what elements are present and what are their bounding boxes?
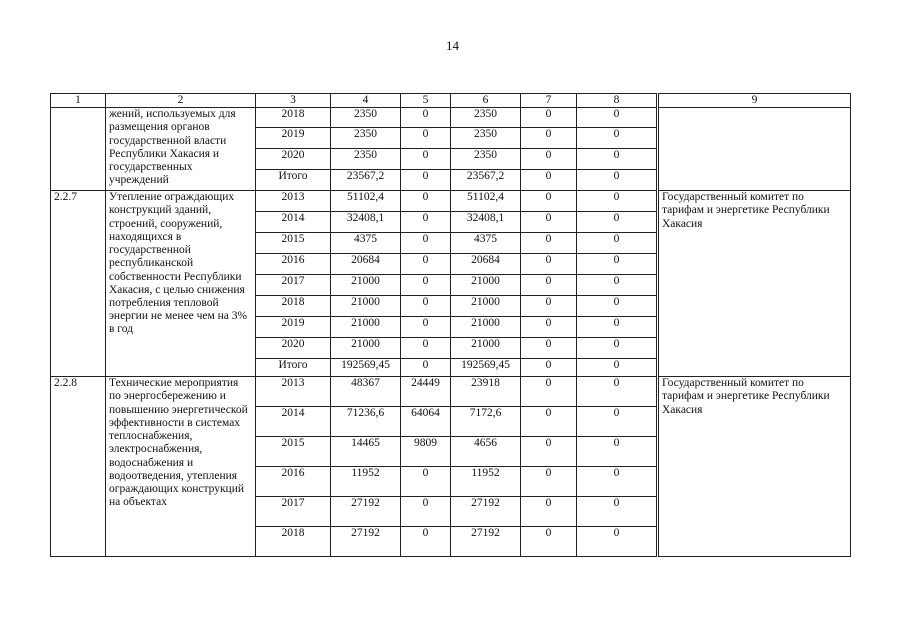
responsible-executor: Государственный комитет по тарифам и энергетике Республики Хакасия	[659, 191, 851, 377]
value-cell: 0	[401, 170, 451, 191]
table-row	[51, 377, 851, 407]
value-cell: 0	[521, 233, 577, 254]
year-cell: 2013	[256, 191, 331, 212]
value-cell: 192569,45	[331, 359, 401, 377]
value-cell: 51102,4	[331, 191, 401, 212]
value-cell: 0	[521, 467, 577, 497]
responsible-executor	[659, 108, 851, 191]
column-header-7: 7	[521, 94, 577, 108]
value-cell: 0	[521, 497, 577, 527]
value-cell: 0	[521, 212, 577, 233]
value-cell: 0	[521, 359, 577, 377]
value-cell: 0	[577, 296, 657, 317]
value-cell: 0	[521, 317, 577, 338]
value-cell: 23567,2	[331, 170, 401, 191]
year-cell: 2017	[256, 497, 331, 527]
value-cell: 192569,45	[451, 359, 521, 377]
value-cell: 0	[577, 254, 657, 275]
year-cell: 2014	[256, 407, 331, 437]
value-cell: 0	[521, 338, 577, 359]
year-cell: 2019	[256, 128, 331, 149]
item-description: Технические мероприятия по энергосбережению и повышению энергетической эффективности в системах теплоснабжения, электроснабжения, водоснабжения и водоотведения, утепления ограждающих конструкций на объектах	[106, 377, 256, 557]
table-row	[51, 108, 851, 128]
value-cell: 48367	[331, 377, 401, 407]
value-cell: 0	[577, 338, 657, 359]
year-cell: 2015	[256, 233, 331, 254]
column-header-1: 1	[51, 94, 106, 108]
value-cell: 4375	[451, 233, 521, 254]
value-cell: 20684	[451, 254, 521, 275]
column-header-6: 6	[451, 94, 521, 108]
value-cell: 11952	[451, 467, 521, 497]
column-header-8: 8	[577, 94, 657, 108]
year-cell: 2019	[256, 317, 331, 338]
column-header-3: 3	[256, 94, 331, 108]
item-description: Утепление ограждающих конструкций зданий, строений, сооружений, находящихся в государственной республиканской собственности Республики Хакасия, с целью снижения потребления тепловой энергии не менее чем на 3% в год	[106, 191, 256, 377]
value-cell: 0	[577, 191, 657, 212]
value-cell: 2350	[451, 128, 521, 149]
value-cell: 2350	[331, 128, 401, 149]
value-cell: 0	[521, 275, 577, 296]
value-cell: 0	[401, 497, 451, 527]
value-cell: 7172,6	[451, 407, 521, 437]
value-cell: 2350	[331, 108, 401, 128]
column-header-4: 4	[331, 94, 401, 108]
year-cell: 2018	[256, 108, 331, 128]
value-cell: 0	[401, 254, 451, 275]
value-cell: 14465	[331, 437, 401, 467]
value-cell: 2350	[451, 108, 521, 128]
value-cell: 0	[521, 377, 577, 407]
value-cell: 24449	[401, 377, 451, 407]
value-cell: 21000	[451, 275, 521, 296]
value-cell: 0	[521, 108, 577, 128]
column-header-5: 5	[401, 94, 451, 108]
value-cell: 0	[401, 233, 451, 254]
value-cell: 23567,2	[451, 170, 521, 191]
value-cell: 0	[577, 437, 657, 467]
responsible-executor: Государственный комитет по тарифам и энергетике Республики Хакасия	[659, 377, 851, 557]
year-cell: 2020	[256, 338, 331, 359]
value-cell: 4375	[331, 233, 401, 254]
value-cell: 0	[577, 359, 657, 377]
value-cell: 21000	[451, 317, 521, 338]
value-cell: 0	[577, 149, 657, 170]
column-header-2: 2	[106, 94, 256, 108]
value-cell: 21000	[331, 338, 401, 359]
value-cell: 0	[401, 317, 451, 338]
year-cell: 2018	[256, 527, 331, 557]
value-cell: 27192	[451, 497, 521, 527]
value-cell: 21000	[331, 317, 401, 338]
item-number: 2.2.7	[51, 191, 106, 377]
value-cell: 0	[577, 128, 657, 149]
value-cell: 32408,1	[331, 212, 401, 233]
column-header-row	[51, 94, 851, 108]
value-cell: 0	[521, 437, 577, 467]
value-cell: 21000	[451, 338, 521, 359]
value-cell: 0	[401, 359, 451, 377]
item-number	[51, 108, 106, 191]
value-cell: 64064	[401, 407, 451, 437]
year-cell: 2015	[256, 437, 331, 467]
year-cell: 2018	[256, 296, 331, 317]
value-cell: 0	[577, 275, 657, 296]
value-cell: 20684	[331, 254, 401, 275]
column-header-9: 9	[659, 94, 851, 108]
value-cell: 0	[577, 527, 657, 557]
item-number: 2.2.8	[51, 377, 106, 557]
value-cell: 4656	[451, 437, 521, 467]
year-cell: 2013	[256, 377, 331, 407]
value-cell: 0	[521, 527, 577, 557]
program-table	[50, 93, 851, 557]
year-cell: 2020	[256, 149, 331, 170]
value-cell: 21000	[451, 296, 521, 317]
value-cell: 0	[577, 377, 657, 407]
value-cell: 0	[521, 254, 577, 275]
value-cell: 2350	[331, 149, 401, 170]
value-cell: 0	[521, 191, 577, 212]
value-cell: 0	[521, 296, 577, 317]
value-cell: 0	[401, 191, 451, 212]
value-cell: 0	[401, 275, 451, 296]
value-cell: 0	[401, 338, 451, 359]
value-cell: 0	[401, 212, 451, 233]
value-cell: 9809	[401, 437, 451, 467]
value-cell: 0	[401, 108, 451, 128]
value-cell: 51102,4	[451, 191, 521, 212]
value-cell: 21000	[331, 296, 401, 317]
year-cell: 2017	[256, 275, 331, 296]
value-cell: 0	[401, 467, 451, 497]
page-number: 14	[446, 38, 459, 53]
value-cell: 0	[521, 128, 577, 149]
item-description: жений, используемых для размещения органов государственной власти Республики Хакасия и государственных учреждений	[106, 108, 256, 191]
value-cell: 0	[401, 296, 451, 317]
value-cell: 23918	[451, 377, 521, 407]
value-cell: 0	[401, 128, 451, 149]
value-cell: 27192	[331, 497, 401, 527]
value-cell: 0	[521, 149, 577, 170]
year-cell: 2016	[256, 467, 331, 497]
value-cell: 0	[521, 170, 577, 191]
value-cell: 0	[577, 317, 657, 338]
year-cell: Итого	[256, 170, 331, 191]
value-cell: 0	[577, 233, 657, 254]
value-cell: 0	[401, 527, 451, 557]
value-cell: 0	[577, 170, 657, 191]
value-cell: 0	[577, 407, 657, 437]
year-cell: 2016	[256, 254, 331, 275]
value-cell: 71236,6	[331, 407, 401, 437]
value-cell: 27192	[331, 527, 401, 557]
value-cell: 2350	[451, 149, 521, 170]
value-cell: 21000	[331, 275, 401, 296]
value-cell: 0	[401, 149, 451, 170]
value-cell: 27192	[451, 527, 521, 557]
value-cell: 0	[577, 467, 657, 497]
value-cell: 0	[577, 497, 657, 527]
year-cell: Итого	[256, 359, 331, 377]
value-cell: 0	[577, 212, 657, 233]
value-cell: 0	[577, 108, 657, 128]
year-cell: 2014	[256, 212, 331, 233]
value-cell: 32408,1	[451, 212, 521, 233]
value-cell: 0	[521, 407, 577, 437]
table-row	[51, 191, 851, 212]
value-cell: 11952	[331, 467, 401, 497]
